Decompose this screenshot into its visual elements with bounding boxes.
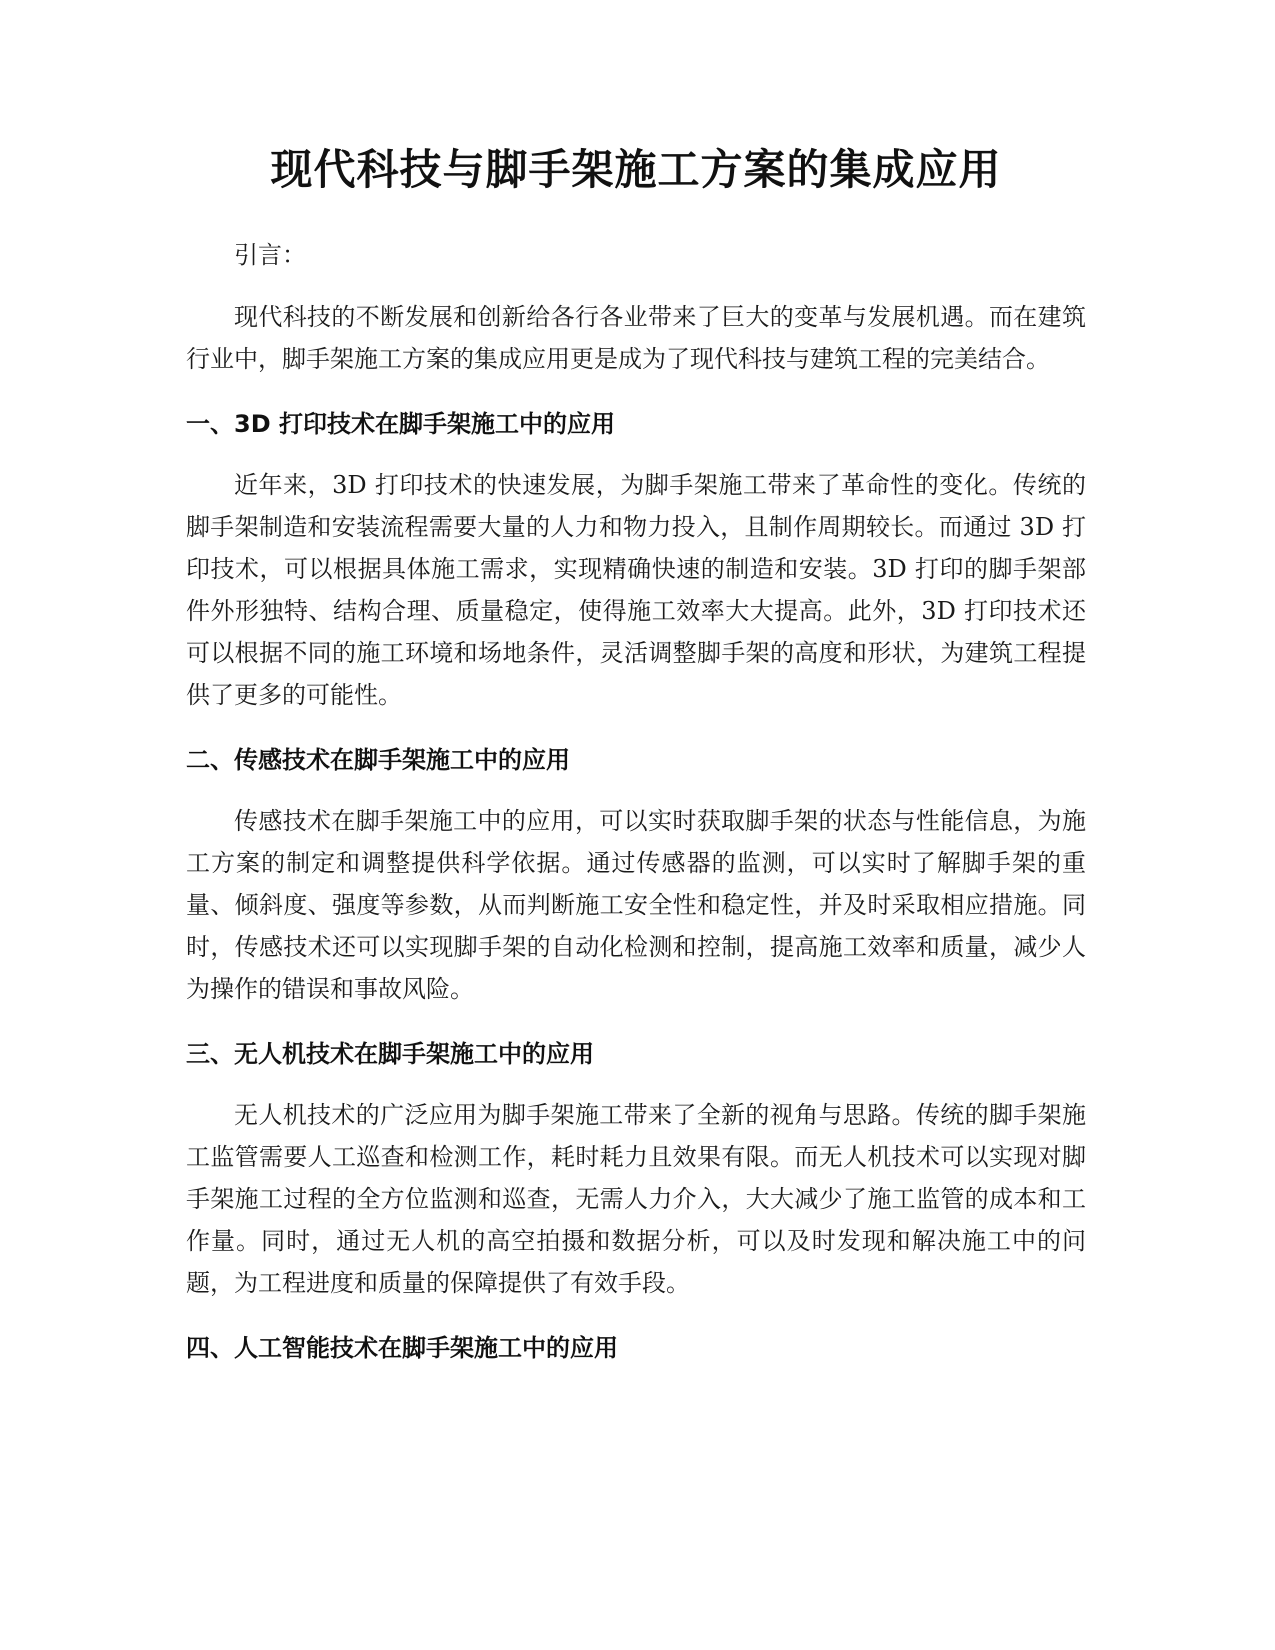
document-body bbox=[186, 140, 1086, 1368]
section-heading-2: 二、传感技术在脚手架施工中的应用 bbox=[186, 746, 570, 774]
section-heading-4: 四、人工智能技术在脚手架施工中的应用 bbox=[186, 1334, 618, 1362]
intro-label: 引言： bbox=[234, 241, 306, 269]
document-title: 现代科技与脚手架施工方案的集成应用 bbox=[270, 145, 1002, 194]
section-paragraph-1: 近年来，3D 打印技术的快速发展，为脚手架施工带来了革命性的变化。传统的脚手架制造和安装流程需要大量的人力和物力投入，且制作周期较长。而通过 3D 打印技术，可以根据具体施工需求，实现精确快速的制造和安装。3D 打印的脚手架部件外形独特、结构合理、质量稳定，使得施工效率大大提高。此外，3D 打印技术还可以根据不同的施工环境和场地条件，灵活调整脚手架的高度和形状，为建筑工程提供了更多的可能性。 bbox=[186, 471, 1086, 709]
intro-paragraph: 现代科技的不断发展和创新给各行各业带来了巨大的变革与发展机遇。而在建筑行业中，脚手架施工方案的集成应用更是成为了现代科技与建筑工程的完美结合。 bbox=[186, 303, 1086, 373]
section-heading-1: 一、3D 打印技术在脚手架施工中的应用 bbox=[186, 410, 615, 438]
section-heading-3: 三、无人机技术在脚手架施工中的应用 bbox=[186, 1040, 594, 1068]
section-paragraph-2: 传感技术在脚手架施工中的应用，可以实时获取脚手架的状态与性能信息，为施工方案的制定和调整提供科学依据。通过传感器的监测，可以实时了解脚手架的重量、倾斜度、强度等参数，从而判断施工安全性和稳定性，并及时采取相应措施。同时，传感技术还可以实现脚手架的自动化检测和控制，提高施工效率和质量，减少人为操作的错误和事故风险。 bbox=[186, 807, 1086, 1003]
section-paragraph-3: 无人机技术的广泛应用为脚手架施工带来了全新的视角与思路。传统的脚手架施工监管需要人工巡查和检测工作，耗时耗力且效果有限。而无人机技术可以实现对脚手架施工过程的全方位监测和巡查，无需人力介入，大大减少了施工监管的成本和工作量。同时，通过无人机的高空拍摄和数据分析，可以及时发现和解决施工中的问题，为工程进度和质量的保障提供了有效手段。 bbox=[186, 1101, 1086, 1297]
